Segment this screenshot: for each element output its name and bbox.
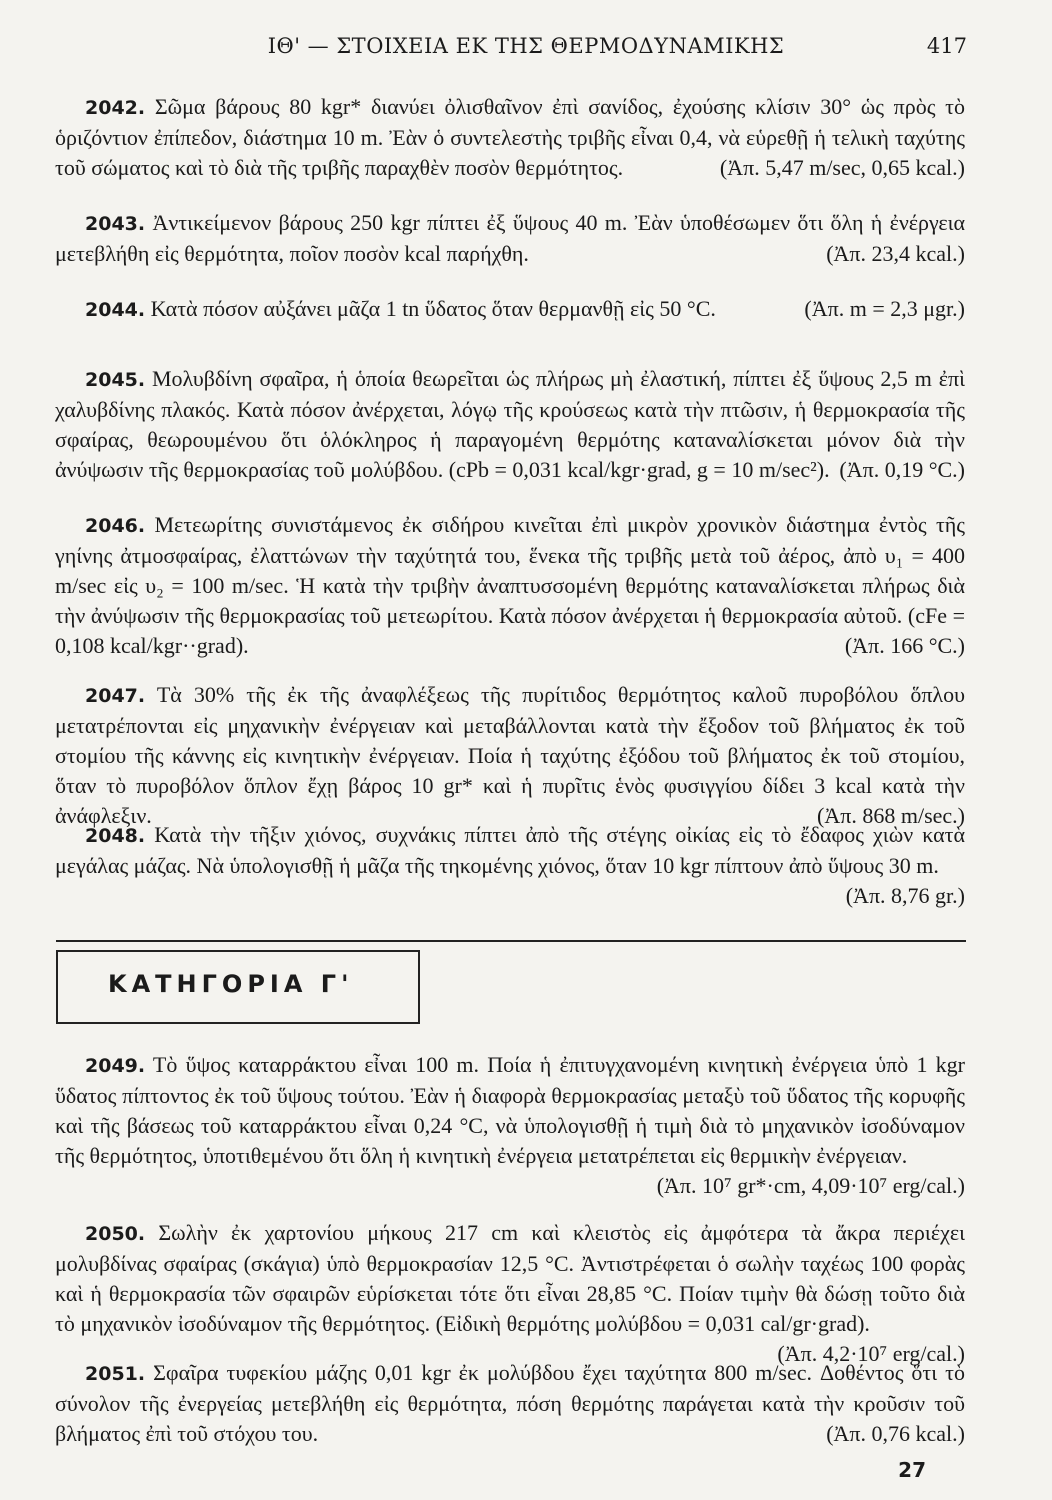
problem-text: Τὰ 30% τῆς ἐκ τῆς ἀναφλέξεως τῆς πυρίτιδος θερμότητος καλοῦ πυροβόλου ὅπλου μετατρέπονται εἰς μηχανικὴν ἐνέργειαν καὶ μεταβάλλονται κατὰ τὴν ἔξοδον τοῦ βλήματος ἐκ τοῦ στομίου τῆς κάννης εἰς κινητικὴν ἐνέργειαν. Ποία ἡ ταχύτης ἐξόδου τοῦ βλήματος ἐκ τοῦ στομίου, ὅταν τὸ πυροβόλον ὅπλον ἔχῃ βάρος 10 gr* καὶ ἡ πυρῖτις ἑνὸς φυσιγγίου δίδει 3 kcal κατὰ τὴν ἀνάφλεξιν.	[55, 682, 965, 828]
problem-number: 2049.	[85, 1055, 146, 1077]
problem-number: 2051.	[85, 1363, 146, 1385]
signature-number: 27	[898, 1458, 926, 1482]
problem-answer: (Ἀπ. 5,47 m/sec, 0,65 kcal.)	[719, 155, 965, 180]
problem-text: Τὸ ὕψος καταρράκτου εἶναι 100 m. Ποία ἡ ἐπιτυγχανομένη κινητικὴ ἐνέργεια ὑπὸ 1 kgr ὕδατος πίπτοντος ἐκ τοῦ ὕψους τούτου. Ἐὰν ἡ διαφορὰ θερμοκρασίας μεταξὺ τοῦ ὕδατος τῆς κορυφῆς καὶ τῆς βάσεως τοῦ καταρράκτου εἶναι 0,24 °C, νὰ ὑπολογισθῇ ἡ τιμὴ διὰ τὸ μηχανικὸν ἰσοδύναμον τῆς θερμότητος, ὑποτιθεμένου ὅτι ὅλη ἡ κινητικὴ ἐνέργεια μετατρέπεται εἰς θερμικὴν ἐνέργειαν.	[55, 1052, 965, 1168]
problem-answer: (Ἀπ. m = 2,3 μgr.)	[804, 296, 965, 321]
problem-text: Κατὰ πόσον αὐξάνει μᾶζα 1 tn ὕδατος ὅταν θερμανθῇ εἰς 50 °C.	[150, 296, 716, 321]
problem-2043	[55, 208, 965, 269]
running-header	[0, 28, 1052, 68]
problem-2050	[55, 1218, 965, 1369]
problem-text: Σῶμα βάρους 80 kgr* διανύει ὀλισθαῖνον ἐπὶ σανίδος, ἐχούσης κλίσιν 30° ὡς πρὸς τὸ ὁριζόντιον ἐπίπεδον, διάστημα 10 m. Ἐὰν ὁ συντελεστὴς τριβῆς εἶναι 0,4, νὰ εὑρεθῇ ἡ τελικὴ ταχύτης τοῦ σώματος καὶ τὸ διὰ τῆς τριβῆς παραχθὲν ποσὸν θερμότητος.	[55, 94, 965, 180]
problem-answer: (Ἀπ. 8,76 gr.)	[845, 883, 965, 908]
problem-2048	[55, 820, 965, 911]
problem-2046	[55, 510, 965, 661]
page-number: 417	[926, 34, 967, 58]
problem-answer: (Ἀπ. 4,2·10⁷ erg/cal.)	[777, 1341, 965, 1366]
chapter-title: ΙΘ' — ΣΤΟΙΧΕΙΑ ΕΚ ΤΗΣ ΘΕΡΜΟΔΥΝΑΜΙΚΗΣ	[267, 34, 785, 58]
problem-number: 2050.	[85, 1223, 146, 1245]
problem-2044	[55, 294, 965, 325]
problem-text: Σωλὴν ἐκ χαρτονίου μήκους 217 cm καὶ κλειστὸς εἰς ἀμφότερα τὰ ἄκρα περιέχει μολυβδίνας σφαίρας (σκάγια) ὑπὸ θερμοκρασίαν 12,5 °C. Ἀντιστρέφεται ὁ σωλὴν ταχέως 100 φορὰς καὶ ἡ θερμοκρασία τῶν σφαιρῶν εὑρίσκεται τότε ὅτι εἶναι 28,85 °C. Ποίαν τιμὴν θὰ δώσῃ τοῦτο διὰ τὸ μηχανικὸν ἰσοδύναμον τῆς θερμότητος. (Εἰδικὴ θερμότης μολύβδου = 0,031 cal/gr·grad).	[55, 1220, 965, 1336]
category-heading: ΚΑΤΗΓΟΡΙΑ Γ'	[108, 970, 354, 998]
problem-answer: (Ἀπ. 868 m/sec.)	[817, 803, 965, 828]
problem-number: 2042.	[85, 97, 146, 119]
problem-answer: (Ἀπ. 0,19 °C.)	[839, 457, 965, 482]
problem-2047	[55, 680, 965, 831]
problem-2049	[55, 1050, 965, 1201]
problem-number: 2046.	[85, 515, 146, 537]
problem-number: 2044.	[85, 299, 146, 321]
problem-number: 2043.	[85, 213, 146, 235]
problem-number: 2045.	[85, 369, 146, 391]
problem-2042	[55, 92, 965, 183]
problem-2051	[55, 1358, 965, 1449]
problem-answer: (Ἀπ. 166 °C.)	[844, 633, 965, 658]
section-rule	[56, 940, 966, 942]
problem-number: 2048.	[85, 825, 146, 847]
problem-2045	[55, 364, 965, 485]
problem-text: Μολυβδίνη σφαῖρα, ἡ ὁποία θεωρεῖται ὡς πλήρως μὴ ἐλαστική, πίπτει ἐξ ὕψους 2,5 m ἐπὶ χαλυβδίνης πλακός. Κατὰ πόσον ἀνέρχεται, λόγῳ τῆς κρούσεως κατὰ τὴν πτῶσιν, ἡ θερμοκρασία τῆς σφαίρας, θεωρουμένου ὅτι ὁλόκληρος ἡ παραγομένη θερμότης καταναλίσκεται μόνον διὰ τὴν ἀνύψωσιν τῆς θερμοκρασίας τοῦ μολύβδου. (cPb = 0,031 kcal/kgr·grad, g = 10 m/sec²).	[55, 366, 965, 482]
problem-text: Σφαῖρα τυφεκίου μάζης 0,01 kgr ἐκ μολύβδου ἔχει ταχύτητα 800 m/sec. Δοθέντος ὅτι τὸ σύνολον τῆς ἐνεργείας μετεβλήθη εἰς θερμότητα, πόση θερμότης παράγεται κατὰ τὴν κροῦσιν τοῦ βλήματος ἐπὶ τοῦ στόχου του.	[55, 1360, 965, 1446]
problem-answer: (Ἀπ. 23,4 kcal.)	[826, 241, 965, 266]
problem-number: 2047.	[85, 685, 146, 707]
problem-text: Ἀντικείμενον βάρους 250 kgr πίπτει ἐξ ὕψους 40 m. Ἐὰν ὑποθέσωμεν ὅτι ὅλη ἡ ἐνέργεια μετεβλήθη εἰς θερμότητα, ποῖον ποσὸν kcal παρήχθη.	[55, 210, 966, 266]
problem-text: Κατὰ τὴν τῆξιν χιόνος, συχνάκις πίπτει ἀπὸ τῆς στέγης οἰκίας εἰς τὸ ἔδαφος χιὼν κατὰ μεγάλας μάζας. Νὰ ὑπολογισθῇ ἡ μᾶζα τῆς τηκομένης χιόνος, ὅταν 10 kgr πίπτουν ἀπὸ ὕψους 30 m.	[55, 822, 966, 878]
category-box	[56, 950, 420, 1024]
problem-text: Μετεωρίτης συνιστάμενος ἐκ σιδήρου κινεῖται ἐπὶ μικρὸν χρονικὸν διάστημα ἐντὸς τῆς γηίνης ἀτμοσφαίρας, ἐλαττώνων τὴν ταχύτητά του, ἕνεκα τῆς τριβῆς μετὰ τοῦ ἀέρος, ἀπὸ υ₁ = 400 m/sec εἰς υ₂ = 100 m/sec. Ἡ κατὰ τὴν τριβὴν ἀναπτυσσομένη θερμότης καταναλίσκεται πλήρως διὰ τὴν ἀνύψωσιν τῆς θερμοκρασίας τοῦ μετεωρίτου. Κατὰ πόσον ἀνέρχεται ἡ θερμοκρασία αὐτοῦ. (cFe = 0,108 kcal/kgr··grad).	[55, 512, 966, 658]
problem-answer: (Ἀπ. 0,76 kcal.)	[826, 1421, 965, 1446]
problem-answer: (Ἀπ. 10⁷ gr*·cm, 4,09·10⁷ erg/cal.)	[656, 1173, 965, 1198]
